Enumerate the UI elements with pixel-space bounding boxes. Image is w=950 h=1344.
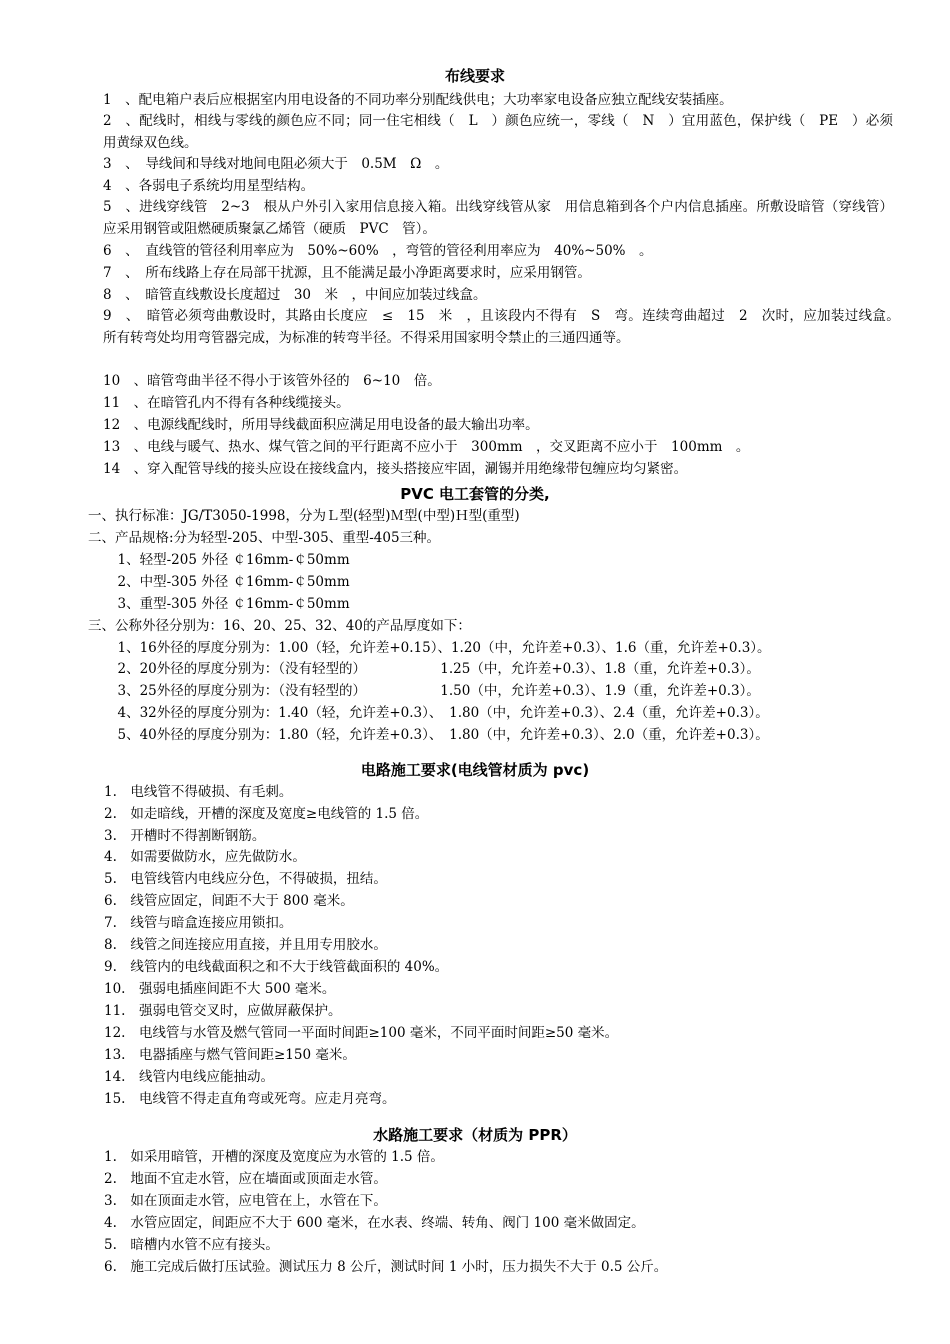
circuit-item-12: 12. 电线管与水管及燃气管同一平面时间距≥100 毫米，不同平面时间距≥50 毫米。: [104, 1025, 619, 1041]
wiring-item-9: 9 、 暗管必须弯曲敷设时，其路由长度应 ≤ 15 米 ，且该段内不得有 S 弯。连续弯曲超过 2 次时，应加装过线盒。 所有转弯处均用弯管器完成，为标准的转弯半径。不得采用国家明令禁止的三通四通等。: [103, 308, 907, 346]
pvc-line-10: 4、32外径的厚度分别为：1.40（轻，允许差+0.3）、 1.80（中，允许差+0.3）、2.4（重，允许差+0.3）。: [104, 705, 769, 721]
wiring-item-13: 13 、电线与暖气、热水、煤气管之间的平行距离不应小于 300mm ，交叉距离不应小于 100mm 。: [103, 439, 750, 455]
wiring-item-14: 14 、穿入配管导线的接头应设在接线盒内，接头搭接应牢固，涮锡并用绝缘带包缠应均匀紧密。: [103, 461, 688, 477]
circuit-item-4: 4. 如需要做防水，应先做防水。: [104, 849, 306, 865]
pvc-line-6: 三、公称外径分别为：16、20、25、32、40的产品厚度如下：: [88, 618, 471, 634]
water-item-1: 1. 如采用暗管，开槽的深度及宽度应为水管的 1.5 倍。: [104, 1149, 444, 1165]
section-title-pvc: PVC 电工套管的分类,: [400, 485, 550, 503]
circuit-item-2: 2. 如走暗线，开槽的深度及宽度≥电线管的 1.5 倍。: [104, 806, 429, 822]
water-item-2: 2. 地面不宜走水管，应在墙面或顶面走水管。: [104, 1171, 387, 1187]
water-item-4: 4. 水管应固定，间距应不大于 600 毫米，在水表、终端、转角、阀门 100 毫米做固定。: [104, 1215, 645, 1231]
wiring-item-8: 8 、 暗管直线敷设长度超过 30 米 ，中间应加装过线盒。: [103, 287, 487, 303]
pvc-line-7: 1、16外径的厚度分别为：1.00（轻，允许差+0.15）、1.20（中，允许差+0.3）、1.6（重，允许差+0.3）。: [104, 640, 771, 656]
wiring-item-6: 6 、 直线管的管径利用率应为 50%~60% ，弯管的管径利用率应为 40%~50% 。: [103, 243, 653, 259]
circuit-item-14: 14. 线管内电线应能抽动。: [104, 1069, 274, 1085]
circuit-item-11: 11. 强弱电管交叉时，应做屏蔽保护。: [104, 1003, 342, 1019]
wiring-item-3: 3 、 导线间和导线对地间电阻必须大于 0.5M Ω 。: [103, 156, 449, 172]
circuit-item-1: 1. 电线管不得破损、有毛刺。: [104, 784, 293, 800]
pvc-line-11: 5、40外径的厚度分别为：1.80（轻，允许差+0.3）、 1.80（中，允许差+0.3）、2.0（重，允许差+0.3）。: [104, 727, 769, 743]
circuit-item-8: 8. 线管之间连接应用直接，并且用专用胶水。: [104, 937, 387, 953]
circuit-item-7: 7. 线管与暗盒连接应用锁扣。: [104, 915, 293, 931]
pvc-line-5: 3、重型-305 外径 ￠16mm-￠50mm: [104, 596, 350, 612]
wiring-item-4: 4 、各弱电子系统均用星型结构。: [103, 178, 315, 194]
wiring-item-2: 2 、配线时，相线与零线的颜色应不同；同一住宅相线（ L ）颜色应统一，零线（ N ）宜用蓝色，保护线（ PE ）必须用黄绿双色线。: [103, 113, 893, 151]
pvc-line-2: 二、产品规格:分为轻型-205、中型-305、重型-405三种。: [88, 530, 441, 546]
pvc-line-9: 3、25外径的厚度分别为：（没有轻型的） 1.50（中，允许差+0.3）、1.9（重，允许差+0.3）。: [104, 683, 760, 699]
wiring-item-5: 5 、进线穿线管 2~3 根从户外引入家用信息接入箱。出线穿线管从家 用信息箱到各个户内信息插座。所敷设暗管（穿线管）应采用钢管或阻燃硬质聚氯乙烯管（硬质 PVC 管）。: [103, 199, 893, 237]
water-item-6: 6. 施工完成后做打压试验。测试压力 8 公斤，测试时间 1 小时，压力损失不大于 0.5 公斤。: [104, 1259, 668, 1275]
circuit-item-6: 6. 线管应固定，间距不大于 800 毫米。: [104, 893, 354, 909]
circuit-item-15: 15. 电线管不得走直角弯或死弯。应走月亮弯。: [104, 1091, 396, 1107]
wiring-item-11: 11 、在暗管孔内不得有各种线缆接头。: [103, 395, 350, 411]
circuit-item-5: 5. 电管线管内电线应分色，不得破损，扭结。: [104, 871, 387, 887]
water-item-3: 3. 如在顶面走水管，应电管在上，水管在下。: [104, 1193, 387, 1209]
section-title-circuit: 电路施工要求(电线管材质为 pvc): [360, 761, 590, 779]
wiring-item-1: 1 、配电箱户表后应根据室内用电设备的不同功率分别配线供电；大功率家电设备应独立配线安装插座。: [103, 92, 733, 108]
pvc-line-4: 2、中型-305 外径 ￠16mm-￠50mm: [104, 574, 350, 590]
pvc-line-1: 一、执行标准：JG/T3050-1998，分为Ｌ型(轻型)Ｍ型(中型)Ｈ型(重型): [88, 508, 520, 524]
water-item-5: 5. 暗槽内水管不应有接头。: [104, 1237, 279, 1253]
pvc-line-8: 2、20外径的厚度分别为：（没有轻型的） 1.25（中，允许差+0.3）、1.8（重，允许差+0.3）。: [104, 661, 760, 677]
wiring-item-12: 12 、电源线配线时，所用导线截面积应满足用电设备的最大输出功率。: [103, 417, 539, 433]
wiring-item-10: 10 、暗管弯曲半径不得小于该管外径的 6~10 倍。: [103, 373, 441, 389]
section-title-water: 水路施工要求（材质为 PPR）: [373, 1126, 577, 1144]
circuit-item-3: 3. 开槽时不得割断钢筋。: [104, 828, 266, 844]
section-title-wiring: 布线要求: [444, 67, 505, 85]
circuit-item-13: 13. 电器插座与燃气管间距≥150 毫米。: [104, 1047, 356, 1063]
circuit-item-10: 10. 强弱电插座间距不大 500 毫米。: [104, 981, 336, 997]
pvc-line-3: 1、轻型-205 外径 ￠16mm-￠50mm: [104, 552, 350, 568]
wiring-item-7: 7 、 所布线路上存在局部干扰源，且不能满足最小净距离要求时，应采用钢管。: [103, 265, 591, 281]
circuit-item-9: 9. 线管内的电线截面积之和不大于线管截面积的 40%。: [104, 959, 449, 975]
